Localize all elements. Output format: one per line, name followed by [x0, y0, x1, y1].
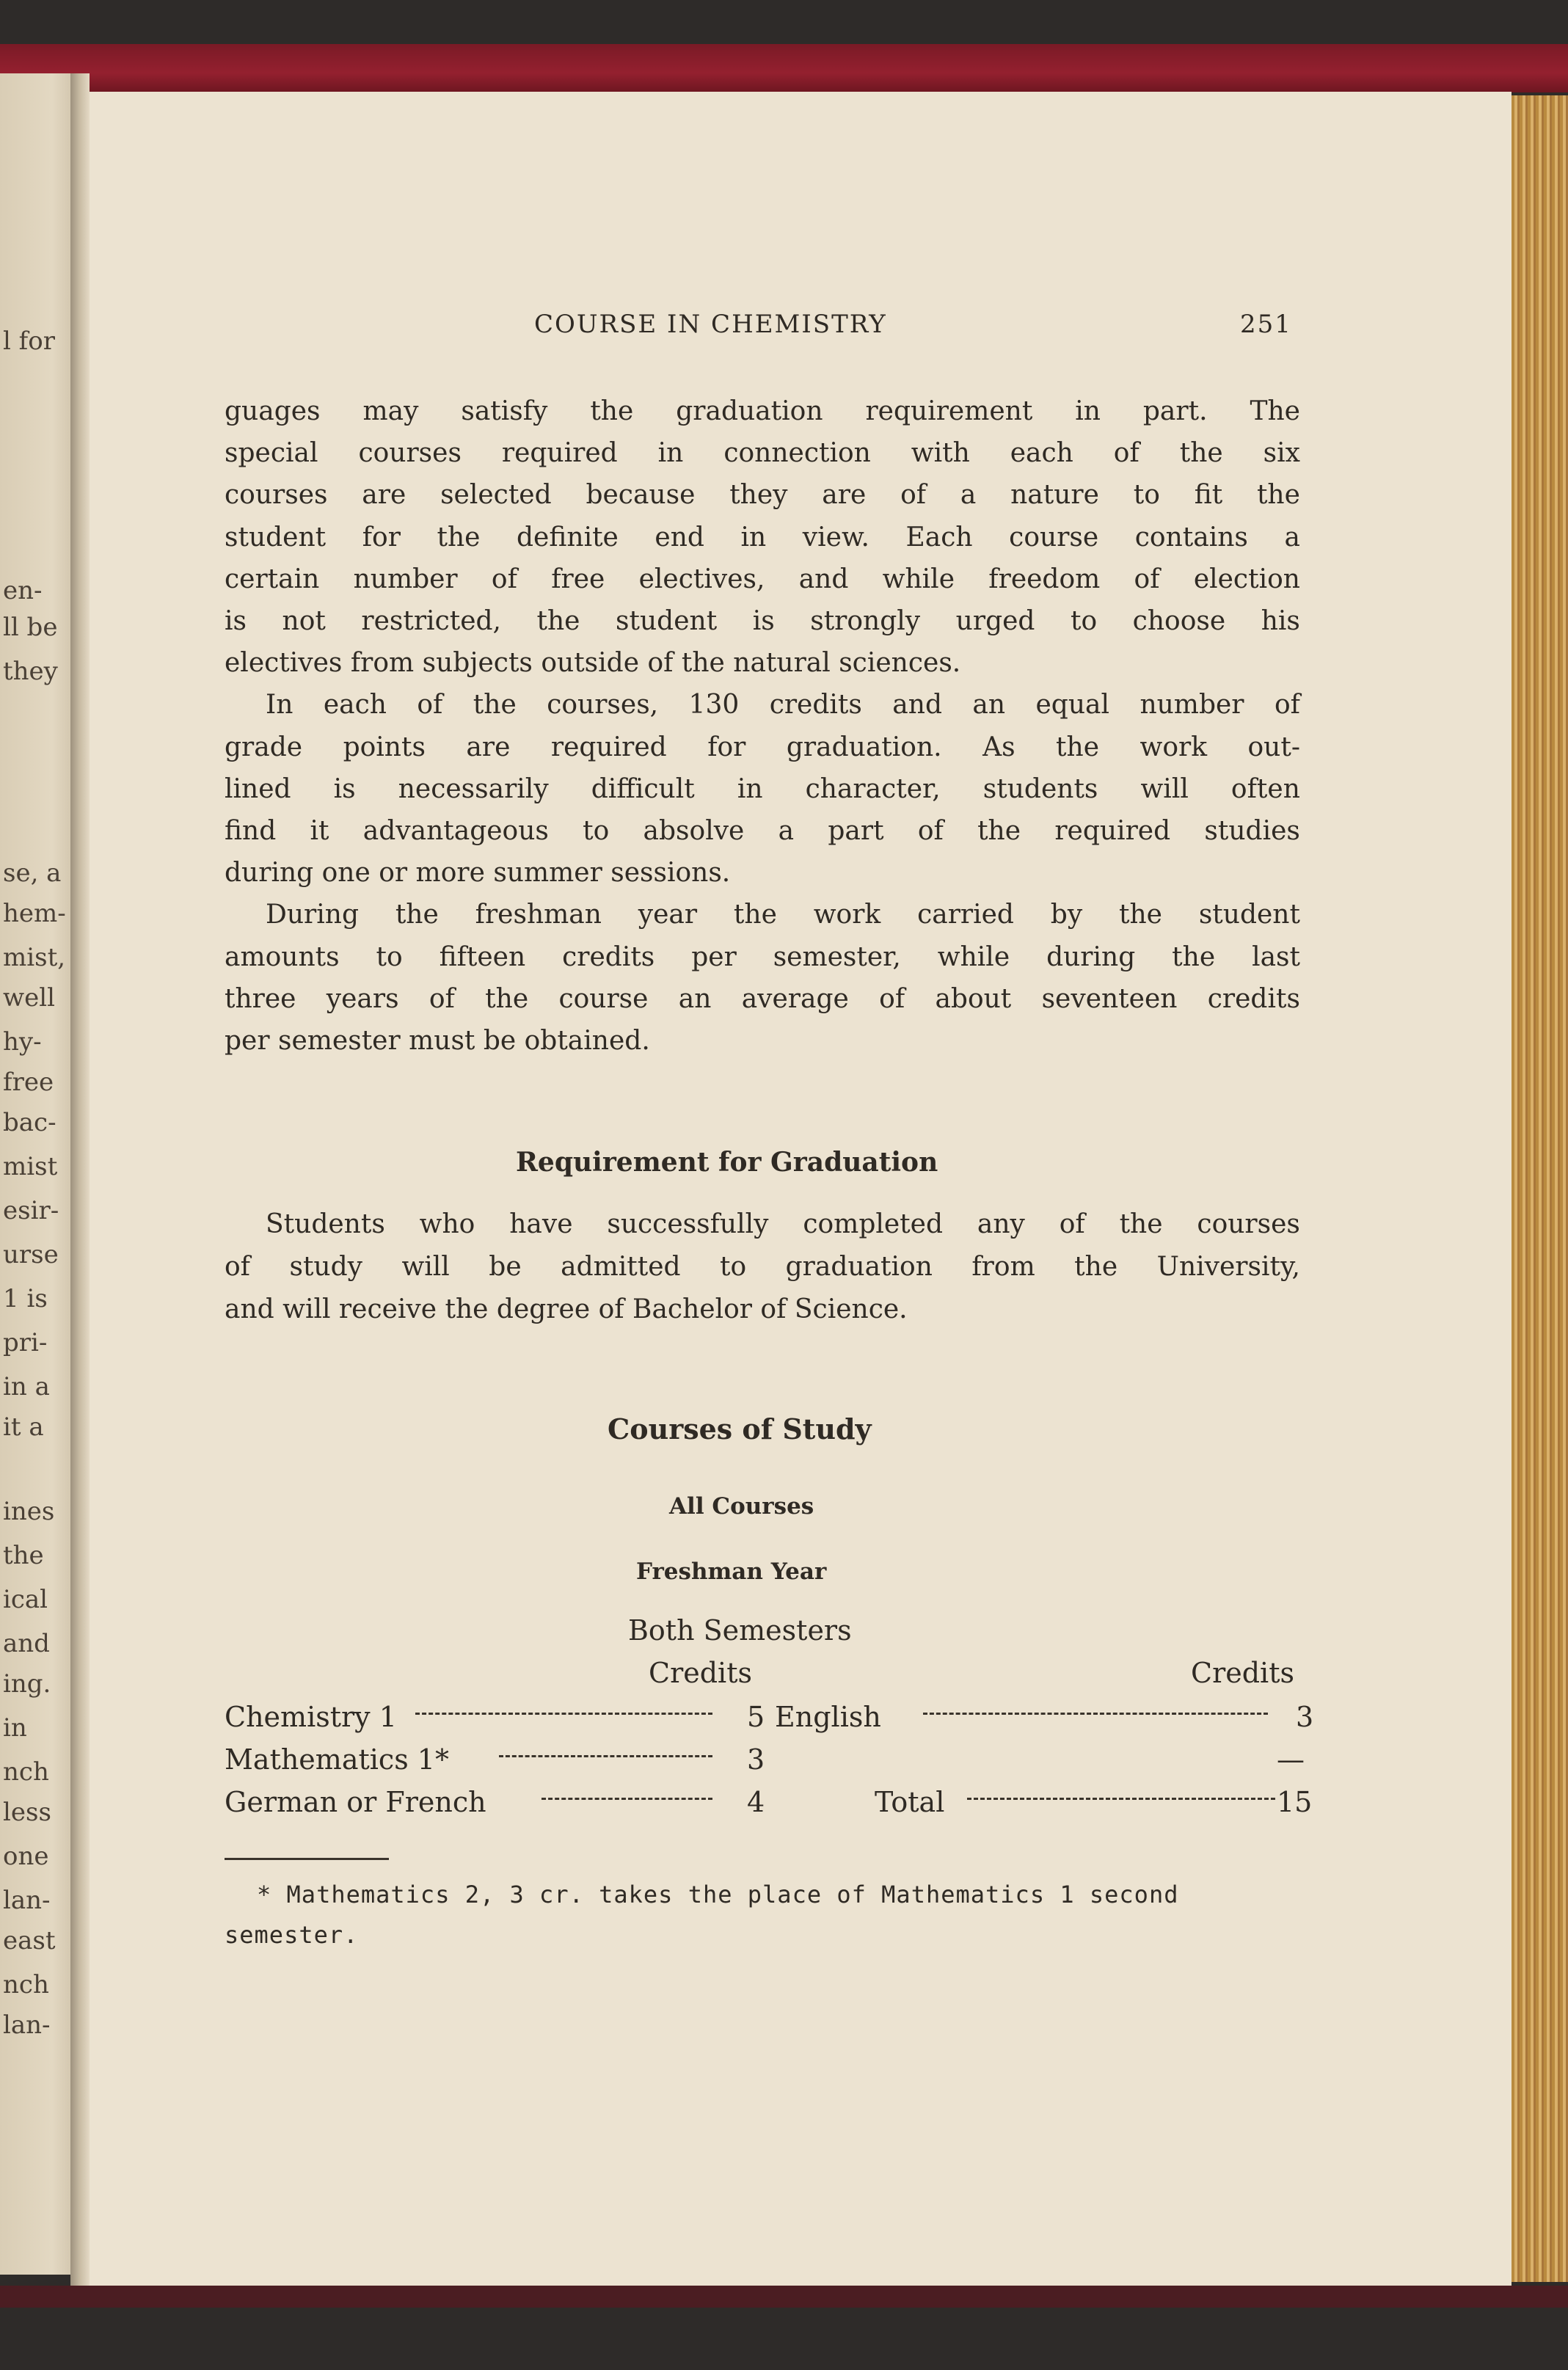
margin-fragment: l for — [3, 327, 55, 356]
running-header-title: COURSE IN CHEMISTRY — [534, 310, 887, 339]
all-courses-subheading: All Courses — [669, 1493, 814, 1520]
body-line: grade points are required for graduation. As the work out- — [225, 732, 1300, 762]
margin-fragment: nch — [3, 1757, 49, 1787]
freshman-year-subheading: Freshman Year — [636, 1558, 827, 1585]
semesters-label: Both Semesters — [628, 1614, 852, 1647]
credits-column-label-right: Credits — [1191, 1657, 1294, 1689]
margin-fragment: free — [3, 1068, 54, 1097]
body-line: per semester must be obtained. — [225, 1026, 650, 1056]
body-line: three years of the course an average of about seventeen credits — [225, 984, 1300, 1014]
margin-fragment: ical — [3, 1585, 48, 1614]
course-credits: 3 — [1296, 1701, 1314, 1733]
requirement-line: of study will be admitted to graduation from the University, — [225, 1252, 1300, 1282]
leader-dashes — [499, 1755, 712, 1757]
course-credits: 3 — [747, 1743, 765, 1776]
body-line: is not restricted, the student is strongly urged to choose his — [225, 606, 1300, 636]
margin-fragment: lan- — [3, 2010, 51, 2040]
leader-dashes — [415, 1713, 712, 1715]
body-line: find it advantageous to absolve a part of the required studies — [225, 816, 1300, 846]
course-credits: 5 — [747, 1701, 765, 1733]
course-subject: German or French — [225, 1786, 486, 1818]
courses-heading: Courses of Study — [608, 1412, 872, 1445]
footnote-rule — [225, 1858, 389, 1860]
margin-fragment: 1 is — [3, 1284, 48, 1313]
requirement-line: Students who have successfully completed any of the courses — [266, 1209, 1300, 1239]
body-line: amounts to fifteen credits per semester, while during the last — [225, 942, 1300, 972]
margin-fragment: east — [3, 1926, 56, 1955]
course-credits: 15 — [1277, 1786, 1313, 1818]
margin-fragment: the — [3, 1541, 44, 1570]
margin-fragment: en- — [3, 576, 43, 605]
margin-fragment: mist, — [3, 943, 66, 972]
requirement-line: and will receive the degree of Bachelor of Science. — [225, 1294, 908, 1324]
course-subject: Total — [875, 1786, 945, 1818]
page-stack-edges — [1512, 95, 1568, 2282]
margin-fragment: ines — [3, 1497, 55, 1526]
body-line: courses are selected because they are of a nature to fit the — [225, 480, 1300, 510]
course-credits: — — [1277, 1743, 1305, 1776]
margin-fragment: well — [3, 983, 55, 1013]
margin-fragment: in a — [3, 1372, 50, 1401]
leader-dashes — [923, 1713, 1268, 1715]
footnote-line: semester. — [225, 1921, 359, 1949]
course-subject: English — [775, 1701, 881, 1733]
margin-fragment: they — [3, 657, 58, 686]
course-subject: Chemistry 1 — [225, 1701, 397, 1733]
body-line: certain number of free electives, and while freedom of election — [225, 564, 1300, 594]
body-line: electives from subjects outside of the natural sciences. — [225, 648, 961, 678]
book-cover-bottom-edge — [0, 2286, 1568, 2308]
margin-fragment: ll be — [3, 613, 58, 642]
body-line: during one or more summer sessions. — [225, 858, 731, 888]
margin-fragment: less — [3, 1798, 51, 1827]
margin-fragment: se, a — [3, 858, 62, 888]
margin-fragment: nch — [3, 1970, 49, 1999]
margin-fragment: bac- — [3, 1108, 56, 1137]
margin-fragment: and — [3, 1629, 50, 1658]
margin-fragment: pri- — [3, 1328, 48, 1357]
body-line: lined is necessarily difficult in character, students will often — [225, 774, 1300, 804]
leader-dashes — [967, 1798, 1275, 1800]
margin-fragment: urse — [3, 1240, 59, 1269]
body-line: guages may satisfy the graduation requirement in part. The — [225, 396, 1300, 426]
course-credits: 4 — [747, 1786, 765, 1818]
book-cover-top-edge — [0, 44, 1568, 92]
page-number: 251 — [1240, 310, 1292, 339]
course-subject: Mathematics 1* — [225, 1743, 449, 1776]
leader-dashes — [541, 1798, 712, 1800]
margin-fragment: in — [3, 1713, 27, 1743]
margin-fragment: ing. — [3, 1669, 51, 1699]
body-line: During the freshman year the work carried by the student — [266, 900, 1300, 930]
margin-fragment: lan- — [3, 1886, 51, 1915]
book-gutter — [70, 73, 90, 2289]
margin-fragment: esir- — [3, 1196, 59, 1225]
body-line: In each of the courses, 130 credits and an equal number of — [266, 690, 1300, 720]
body-line: student for the definite end in view. Each course contains a — [225, 522, 1300, 553]
margin-fragment: one — [3, 1842, 49, 1871]
margin-fragment: mist — [3, 1152, 58, 1181]
margin-fragment: hem- — [3, 899, 66, 928]
credits-column-label-left: Credits — [649, 1657, 752, 1689]
footnote-line: * Mathematics 2, 3 cr. takes the place of Mathematics 1 second — [257, 1881, 1179, 1908]
requirement-heading: Requirement for Graduation — [516, 1147, 938, 1178]
margin-fragment: it a — [3, 1412, 44, 1442]
margin-fragment: hy- — [3, 1027, 42, 1057]
body-line: special courses required in connection with each of the six — [225, 438, 1300, 468]
